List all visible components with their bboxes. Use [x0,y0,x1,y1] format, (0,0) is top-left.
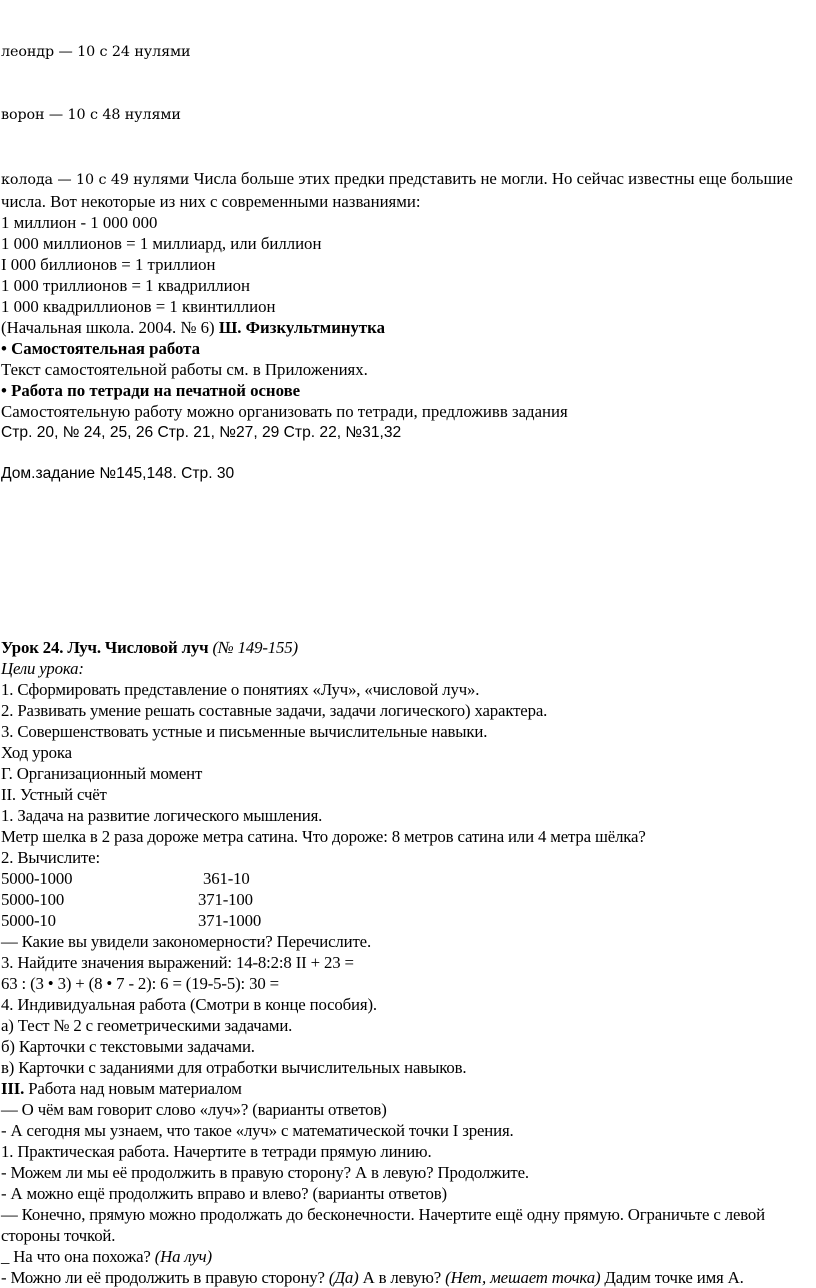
section-title: Работа над новым материалом [24,1079,242,1098]
text-line: Самостоятельную работу можно организовать по тетради, предложивв задания [1,402,568,421]
text-line: Текст самостоятельной работы см. в Приложениях. [1,360,368,379]
section-heading: Г. Организационный момент [1,764,203,783]
section-heading: • Работа по тетради на печатной основе [1,381,301,400]
question-line: 63 : (3 • 3) + (8 • 7 - 2): 6 = (19-5-5): 30 = [1,974,279,993]
section-heading: Ш. Физкультминутка [218,318,385,337]
text-line [1,317,811,338]
number-names-list [1,212,811,443]
section-heading [1,1078,811,1099]
dialog-answer: (Нет, мешает точка) [445,1268,601,1287]
dialog-line [1,1246,811,1267]
text-line: колода — 10 с 49 нулями [1,172,190,188]
question-line: — Какие вы увидели закономерности? Перечислите. [1,932,372,951]
dialog-line: 1. Практическая работа. Начертите в тетради прямую линию. [1,1142,432,1161]
calc-cell: 5000-10 [1,911,56,930]
lesson-block [1,637,811,1288]
text-line: Числа больше этих предки представить не могли. Но сейчас известны еще большие числа. Вот некоторые из них с современными названиями: [1,169,793,211]
source-citation: (Начальная школа. 2004. № 6) [1,318,219,337]
homework-line [1,463,811,484]
lesson-title [1,637,811,658]
goals-heading: Цели урока: [1,659,84,678]
calc-cell: 5000-1000 [1,869,73,888]
calc-row [1,910,811,931]
numbers-names-block [1,0,811,168]
calc-cell: 371-100 [198,890,253,909]
question-line: а) Тест № 2 с геометрическими задачами. [1,1016,293,1035]
dialog-line [1,1267,801,1288]
spacer [1,443,811,463]
task-line: Метр шелка в 2 раза дороже метра сатина. Что дороже: 8 метров сатина или 4 метра шёлка? [1,827,646,846]
dialog-line: - А сегодня мы узнаем, что такое «луч» с математической точки I зрения. [1,1121,514,1140]
dialog-answer: (На луч) [154,1247,212,1266]
section-number: III. [1,1079,25,1098]
question-line: в) Карточки с заданиями для отработки вычислительных навыков. [1,1058,467,1077]
text-line: леондр — 10 с 24 нулями [1,44,191,60]
question-line: 4. Индивидуальная работа (Смотри в конце пособия). [1,995,377,1014]
dialog-line: — О чём вам говорит слово «луч»? (варианты ответов) [1,1100,387,1119]
question-line: 3. Найдите значения выражений: 14-8:2:8 II + 23 = [1,953,354,972]
goal-item: 3. Совершенствовать устные и письменные вычислительные навыки. [1,722,488,741]
list-item: 1 000 квадриллионов = 1 квинтиллион [1,297,276,316]
dialog-answer: (Да) [328,1268,359,1287]
calc-cell: 361-10 [203,869,250,888]
list-item: 1 000 триллионов = 1 квадриллион [1,276,251,295]
course-heading: Ход урока [1,743,72,762]
dialog-line: - А можно ещё продолжить вправо и влево? (варианты ответов) [1,1184,447,1203]
section-heading: • Самостоятельная работа [1,339,201,358]
section-heading: II. Устный счёт [1,785,107,804]
dialog-question: А в левую? [358,1268,446,1287]
text-line: ворон — 10 с 48 нулями [1,107,181,123]
dialog-question: - Можно ли её продолжить в правую сторону? [1,1268,329,1287]
dialog-text: Дадим точке имя А. [600,1268,744,1287]
calc-cell: 371-1000 [198,911,262,930]
list-item: I 000 биллионов = 1 триллион [1,255,216,274]
lesson-title-range: (№ 149-155) [208,638,298,657]
task-line: 2. Вычислите: [1,848,100,867]
spacer [1,484,811,637]
task-line: 1. Задача на развитие логического мышления. [1,806,323,825]
lesson-title-text: Урок 24. Луч. Числовой луч [1,638,209,657]
calc-row [1,868,811,889]
calc-row [1,889,811,910]
dialog-question: _ На что она похожа? [1,1247,155,1266]
goal-item: 1. Сформировать представление о понятиях «Луч», «числовой луч». [1,680,480,699]
homework-text: Дом.задание №145,148. Стр. 30 [1,465,235,482]
paragraph [1,168,801,212]
calc-cell: 5000-100 [1,890,65,909]
dialog-line: — Конечно, прямую можно продолжать до бесконечности. Начертите ещё одну прямую. Ограничьте с левой стороны точкой. [1,1205,765,1245]
goal-item: 2. Развивать умение решать составные задачи, задачи логического) характера. [1,701,548,720]
question-line: б) Карточки с текстовыми задачами. [1,1037,255,1056]
list-item: 1 000 миллионов = 1 миллиард, или биллион [1,234,322,253]
list-item: 1 миллион - 1 000 000 [1,213,158,232]
assignment-line: Стр. 20, № 24, 25, 26 Стр. 21, №27, 29 Стр. 22, №31,32 [1,424,402,441]
dialog-line: - Можем ли мы её продолжить в правую сторону? А в левую? Продолжите. [1,1163,529,1182]
